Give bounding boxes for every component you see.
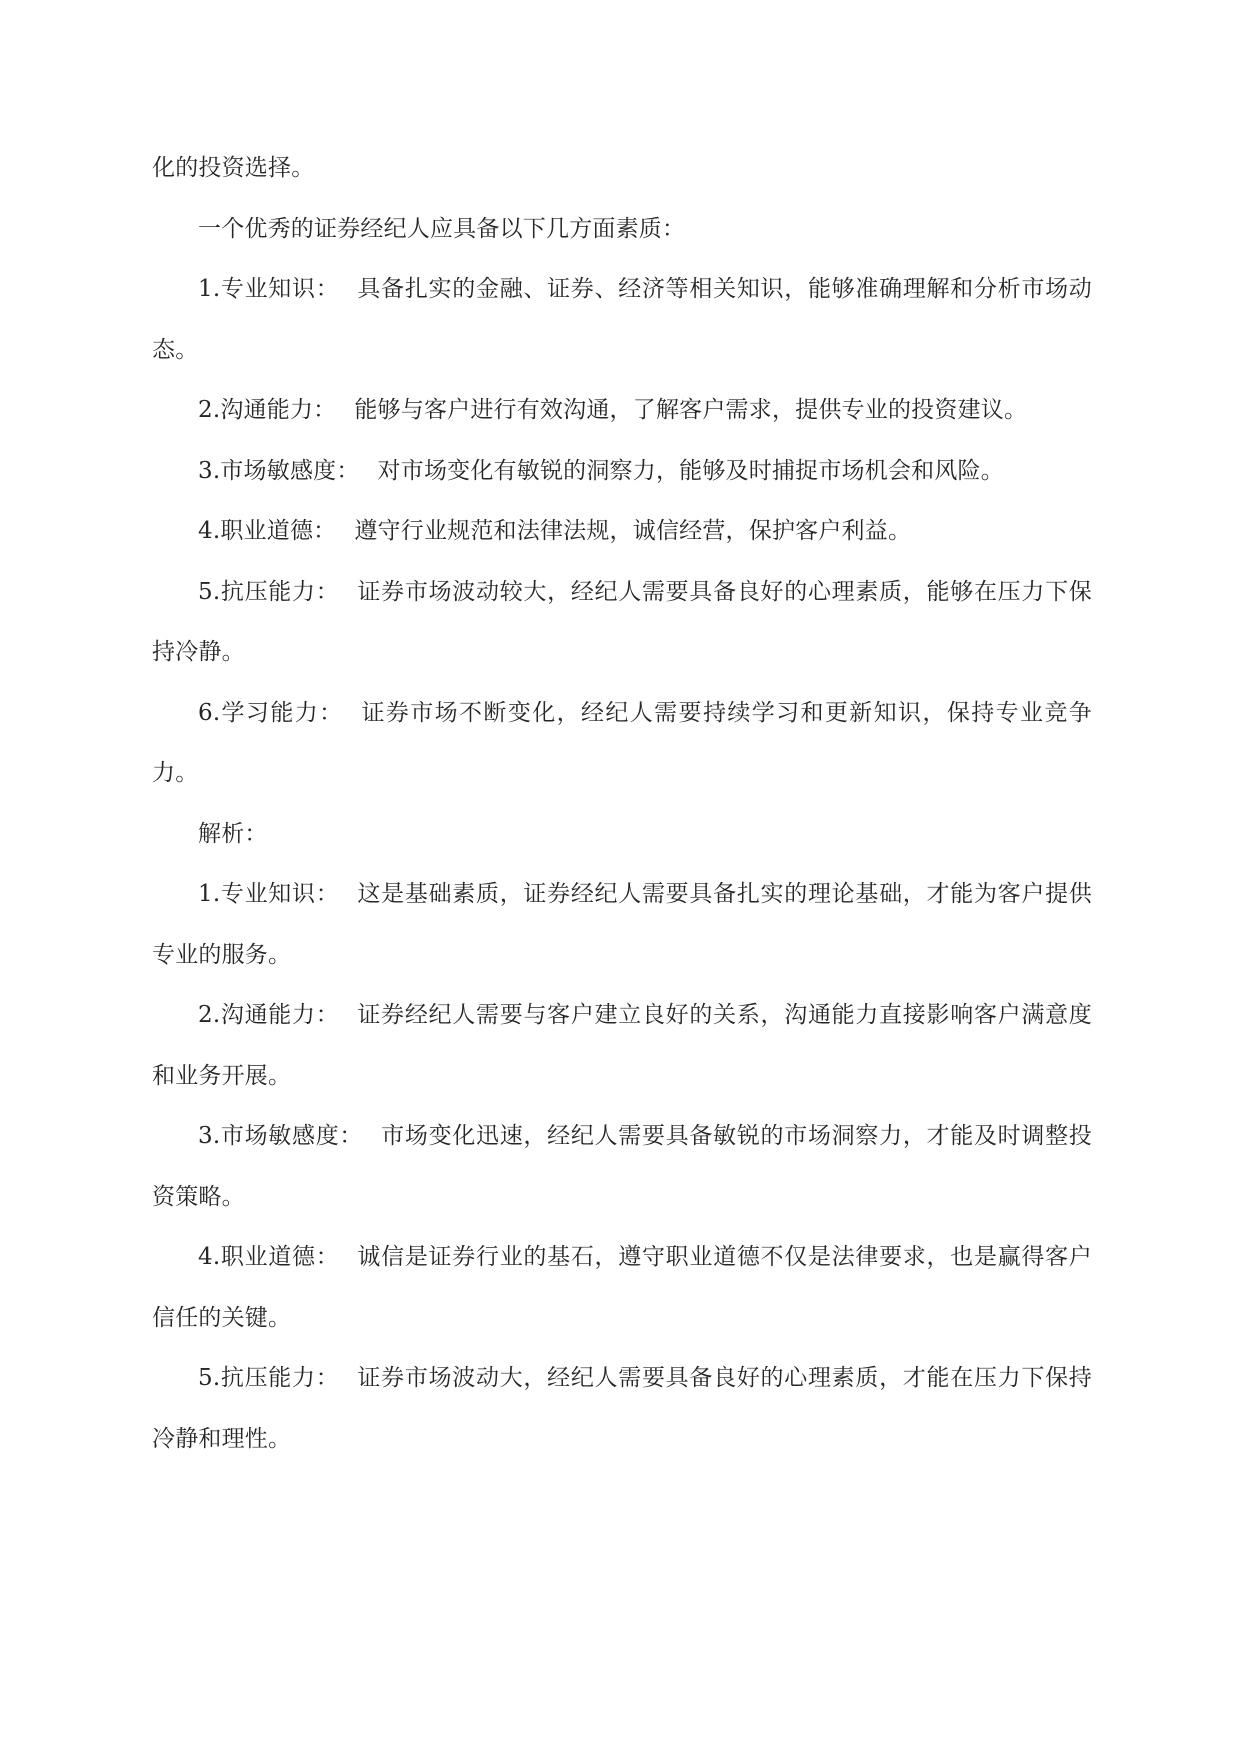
list-item-text: 对市场变化有敏锐的洞察力，能够及时捕捉市场机会和风险。 (377, 457, 1004, 484)
list-item-text: 市场变化迅速，经纪人需要具备敏锐的市场洞察力，才能及时调整投资策略。 (152, 1123, 1093, 1210)
list-item-quality-6 (152, 683, 1092, 804)
list-item-term: 4.职业道德： (198, 1244, 340, 1270)
list-item-quality-1 (152, 259, 1092, 380)
list-item-text: 具备扎实的金融、证券、经济等相关知识，能够准确理解和分析市场动态。 (152, 276, 1092, 363)
list-item-analysis-4 (152, 1227, 1092, 1348)
list-item-quality-4 (152, 501, 1092, 562)
list-item-text: 遵守行业规范和法律法规，诚信经营，保护客户利益。 (354, 518, 912, 544)
list-item-term: 2.沟通能力： (198, 1002, 340, 1028)
list-item-term: 4.职业道德： (198, 518, 337, 544)
list-item-term: 6.学习能力： (198, 699, 344, 726)
list-item-quality-3 (152, 441, 1092, 502)
list-item-text: 诚信是证券行业的基石，遵守职业道德不仅是法律要求，也是赢得客户信任的关键。 (152, 1244, 1092, 1331)
paragraph-continuation: 化的投资选择。 (152, 155, 315, 181)
list-item-analysis-3 (152, 1106, 1092, 1227)
document-body (152, 138, 1092, 1469)
list-item-text: 这是基础素质，证券经纪人需要具备扎实的理论基础，才能为客户提供专业的服务。 (152, 881, 1092, 968)
list-item-term: 1.专业知识： (198, 881, 340, 907)
list-item-term: 3.市场敏感度： (198, 457, 360, 484)
list-item-text: 证券市场不断变化，经纪人需要持续学习和更新知识，保持专业竞争力。 (152, 699, 1092, 786)
list-item-term: 1.专业知识： (198, 276, 340, 302)
list-item-term: 3.市场敏感度： (198, 1123, 364, 1149)
list-item-text: 证券市场波动大，经纪人需要具备良好的心理素质，才能在压力下保持冷静和理性。 (152, 1365, 1092, 1452)
list-item-term: 5.抗压能力： (198, 1365, 340, 1391)
list-item-text: 证券市场波动较大，经纪人需要具备良好的心理素质，能够在压力下保持冷静。 (152, 578, 1092, 665)
list-item-analysis-5 (152, 1348, 1092, 1469)
list-item-term: 5.抗压能力： (198, 578, 340, 605)
list-item-term: 2.沟通能力： (198, 397, 337, 423)
list-item-text: 证券经纪人需要与客户建立良好的关系，沟通能力直接影响客户满意度和业务开展。 (152, 1002, 1092, 1089)
list-item-analysis-2 (152, 985, 1092, 1106)
section-heading-analysis: 解析： (198, 820, 268, 847)
list-item-quality-5 (152, 562, 1092, 683)
list-item-analysis-1 (152, 864, 1092, 985)
list-item-text: 能够与客户进行有效沟通，了解客户需求，提供专业的投资建议。 (354, 397, 1028, 423)
list-item-quality-2 (152, 380, 1092, 441)
paragraph-intro: 一个优秀的证券经纪人应具备以下几方面素质： (198, 215, 686, 242)
